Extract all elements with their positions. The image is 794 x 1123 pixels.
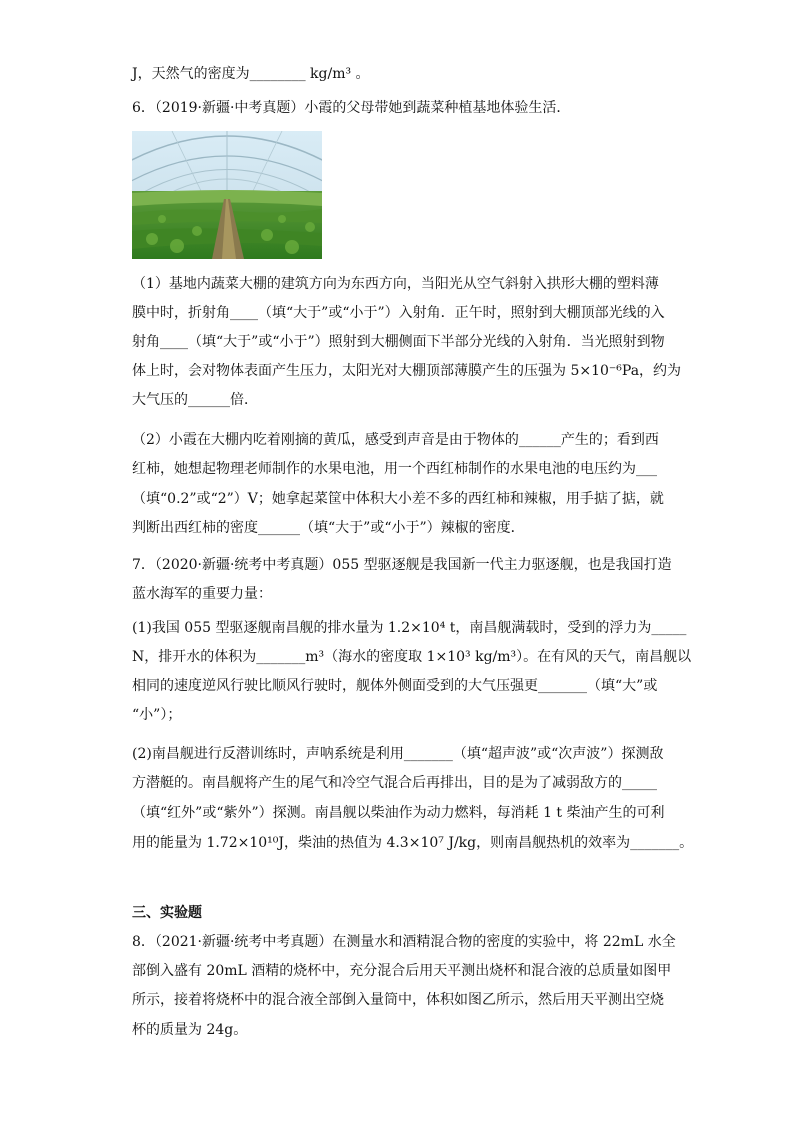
text-line: （1）基地内蔬菜大棚的建筑方向为东西方向，当阳光从空气斜射入拱形大棚的塑料薄	[132, 276, 659, 292]
text-line: 判断出西红柿的密度______（填“大于”或“小于”）辣椒的密度．	[132, 520, 525, 536]
text-line: 射角____（填“大于”或“小于”）照射到大棚侧面下半部分光线的入射角．当光照射到物	[132, 334, 665, 350]
text-line: 红柿，她想起物理老师制作的水果电池，用一个西红柿制作的水果电池的电压约为___	[132, 461, 657, 477]
question-8-title: 8．（2021·新疆·统考中考真题）在测量水和酒精混合物的密度的实验中，将 22mL 水全	[132, 934, 676, 950]
section-heading: 三、实验题	[132, 905, 202, 921]
greenhouse-photo	[132, 131, 322, 259]
text-line: 蓝水海军的重要力量：	[132, 586, 272, 602]
text-line: （填“0.2”或“2”）V；她拿起菜筐中体积大小差不多的西红柿和辣椒，用手掂了掂，就	[132, 491, 664, 507]
text-line: (2)南昌舰进行反潜训练时，声呐系统是利用_______（填“超声波”或“次声波”）探测敌	[132, 746, 664, 762]
question-7-title: 7．（2020·新疆·统考中考真题）055 型驱逐舰是我国新一代主力驱逐舰，也是我国打造	[132, 557, 672, 573]
text-line: “小”）；	[132, 707, 182, 723]
question-6-title: 6．（2019·新疆·中考真题）小霞的父母带她到蔬菜种植基地体验生活．	[132, 100, 571, 116]
text-line: J，天然气的密度为________ kg/m³ 。	[132, 66, 370, 82]
text-line: N，排开水的体积为_______m³（海水的密度取 1×10³ kg/m³）。在有风的天气，南昌舰以	[132, 649, 692, 665]
text-line: 所示，接着将烧杯中的混合液全部倒入量筒中，体积如图乙所示，然后用天平测出空烧	[132, 992, 664, 1008]
text-line: 用的能量为 1.72×10¹⁰J，柴油的热值为 4.3×10⁷ J/kg，则南昌舰热机的效率为_______。	[132, 835, 694, 851]
text-line: （填“红外”或“紫外”）探测。南昌舰以柴油作为动力燃料，每消耗 1 t 柴油产生的可利	[132, 805, 665, 821]
text-line: （2）小霞在大棚内吃着刚摘的黄瓜，感受到声音是由于物体的______产生的；看到西	[132, 432, 659, 448]
text-line: 体上时，会对物体表面产生压力，太阳光对大棚顶部薄膜产生的压强为 5×10⁻⁶Pa，约为	[132, 363, 682, 379]
text-line: 膜中时，折射角____（填“大于”或“小于”）入射角．正午时，照射到大棚顶部光线的入	[132, 305, 665, 321]
text-line: 杯的质量为 24g。	[132, 1022, 248, 1038]
text-line: 部倒入盛有 20mL 酒精的烧杯中，充分混合后用天平测出烧杯和混合液的总质量如图甲	[132, 963, 672, 979]
text-line: (1)我国 055 型驱逐舰南昌舰的排水量为 1.2×10⁴ t，南昌舰满载时，受到的浮力为_____	[132, 620, 687, 636]
text-line: 方潜艇的。南昌舰将产生的尾气和冷空气混合后再排出，目的是为了减弱敌方的_____	[132, 775, 657, 791]
text-line: 大气压的______倍．	[132, 392, 258, 408]
text-line: 相同的速度逆风行驶比顺风行驶时，舰体外侧面受到的大气压强更_______（填“大”或	[132, 678, 658, 694]
